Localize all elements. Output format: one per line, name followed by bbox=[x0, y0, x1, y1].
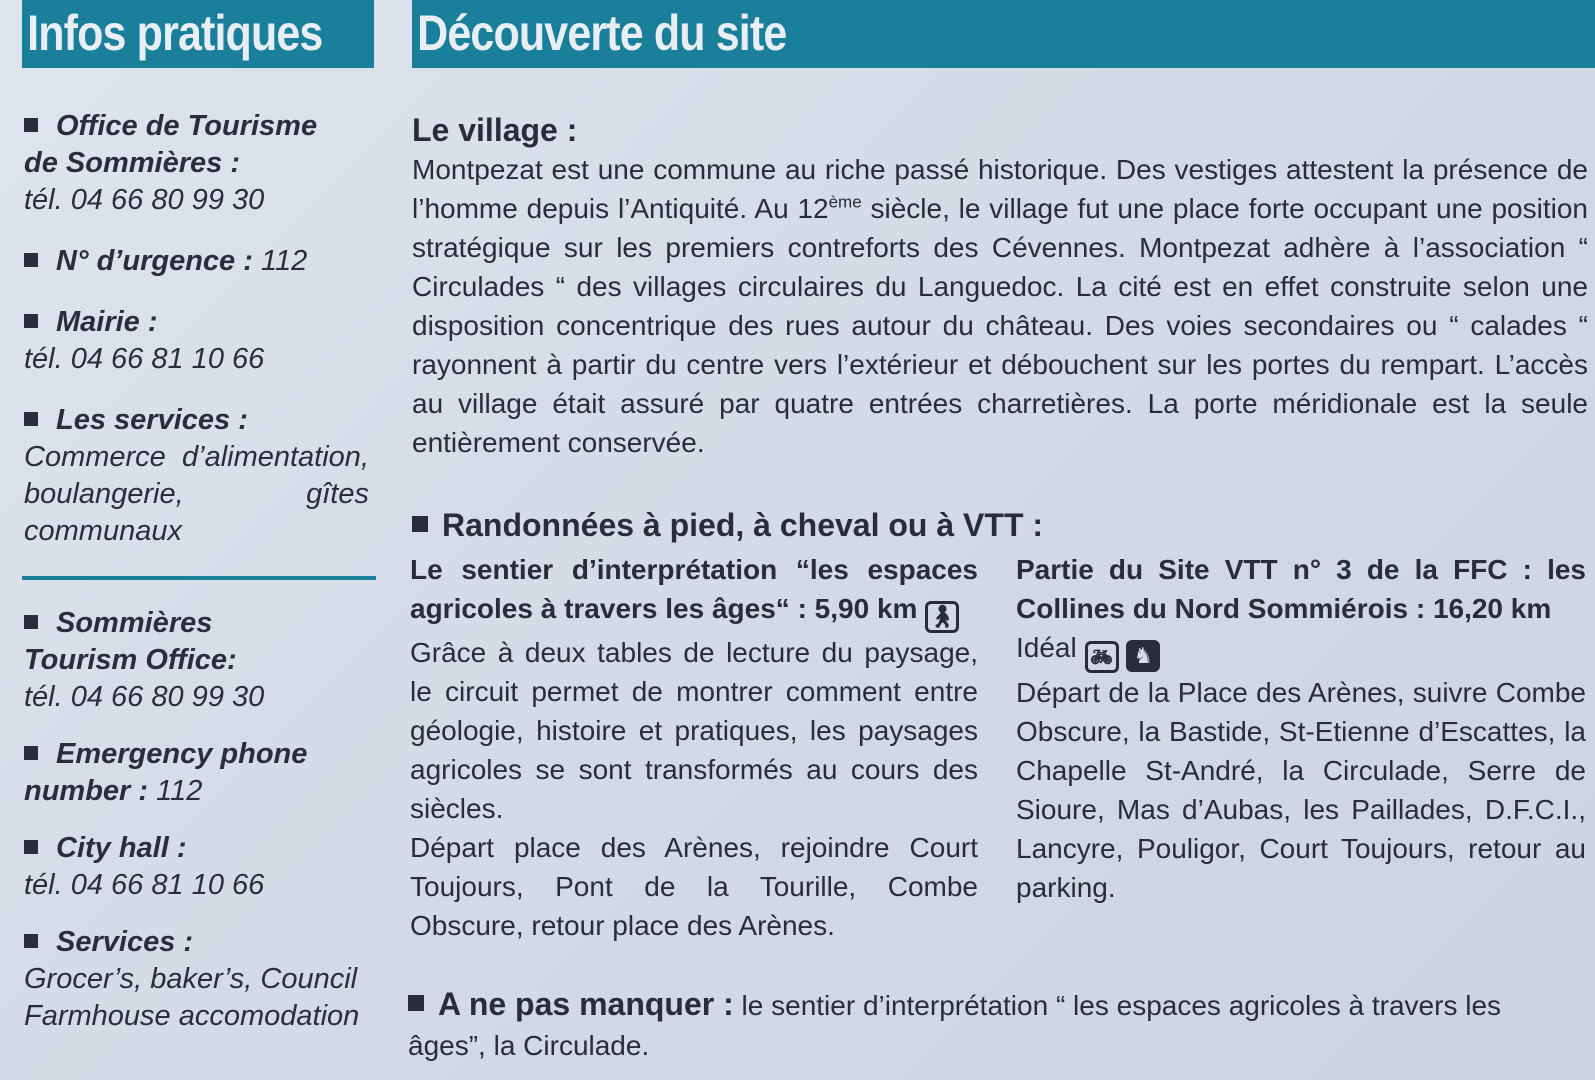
services-text: Commerce d’alimentation, boulangerie, gîtes communaux bbox=[24, 441, 369, 547]
mairie-head: Mairie : bbox=[56, 306, 158, 338]
bullet-square-icon bbox=[24, 840, 38, 854]
village-sup: ème bbox=[828, 192, 862, 212]
bullet-square-icon bbox=[24, 934, 38, 948]
bullet-square-icon bbox=[408, 995, 424, 1011]
tourism-office-phone: tél. 04 66 80 99 30 bbox=[24, 681, 265, 713]
mairie-phone: tél. 04 66 81 10 66 bbox=[24, 343, 265, 375]
banner-decouverte-du-site bbox=[412, 0, 1595, 68]
info-office-tourisme bbox=[24, 108, 376, 219]
services-en-head: Services : bbox=[56, 926, 194, 958]
office-tourisme-city: de Sommières : bbox=[24, 147, 240, 179]
bullet-square-icon bbox=[24, 615, 38, 629]
info-city-hall bbox=[24, 830, 376, 904]
sommieres-head: Sommières bbox=[56, 607, 213, 639]
sentier-p2: Départ place des Arènes, rejoindre Court Toujours, Pont de la Tourille, Combe Obscure, retour place des Arènes. bbox=[410, 832, 978, 941]
left-column-fr bbox=[24, 108, 376, 574]
bullet-square-icon bbox=[24, 746, 38, 760]
banner-infos-pratiques-text: Infos pratiques bbox=[27, 5, 323, 61]
manquer-label: A ne pas manquer : bbox=[438, 986, 734, 1022]
rando-title: Randonnées à pied, à cheval ou à VTT : bbox=[442, 507, 1044, 543]
services-head: Les services : bbox=[56, 404, 248, 436]
vtt-ideal: Idéal bbox=[1016, 632, 1077, 663]
bullet-square-icon bbox=[24, 253, 38, 267]
office-tourisme-head: Office de Tourisme bbox=[56, 110, 318, 142]
bullet-square-icon bbox=[24, 314, 38, 328]
left-column-en bbox=[24, 605, 376, 1055]
village-title: Le village : bbox=[412, 112, 578, 148]
hiker-icon: 🚶︎ bbox=[925, 601, 959, 633]
banner-decouverte-text: Découverte du site bbox=[417, 5, 787, 61]
city-hall-head: City hall : bbox=[56, 832, 187, 864]
info-emergency bbox=[24, 736, 376, 810]
vtt-ideal-row bbox=[1016, 628, 1586, 673]
rando-col-vtt bbox=[1016, 550, 1586, 907]
sentier-subtitle-text: Le sentier d’interprétation “les espaces agricoles à travers les âges“ : 5,90 km bbox=[410, 554, 978, 624]
rando-heading bbox=[412, 505, 1588, 545]
sentier-p1: Grâce à deux tables de lecture du paysage, le circuit permet de montrer comment entre géologie, histoire et pratiques, les paysages agricoles se sont transformés au cours des siècles. bbox=[410, 637, 978, 824]
sentier-subtitle bbox=[410, 550, 978, 633]
vtt-p1: Départ de la Place des Arènes, suivre Combe Obscure, la Bastide, St-Etienne d’Escattes, la Chapelle St-André, la Circulade, Serre de Sioure, Mas d’Aubas, les Paillades, D.F.C.I., Lancyre, Pouligor, Court Toujours, retour au parking. bbox=[1016, 677, 1586, 903]
info-urgence bbox=[24, 243, 376, 280]
info-mairie bbox=[24, 304, 376, 378]
bicycle-icon: 🚲︎ bbox=[1085, 641, 1119, 673]
services-en-text: Grocer’s, baker’s, Council Farmhouse accomodation bbox=[24, 963, 360, 1032]
bullet-square-icon bbox=[24, 412, 38, 426]
a-ne-pas-manquer bbox=[408, 984, 1583, 1066]
bullet-square-icon bbox=[412, 516, 428, 532]
banner-infos-pratiques bbox=[22, 0, 374, 68]
info-services bbox=[24, 402, 376, 550]
tourism-office-line: Tourism Office: bbox=[24, 644, 237, 676]
city-hall-phone: tél. 04 66 81 10 66 bbox=[24, 869, 265, 901]
rando-col-sentier bbox=[410, 550, 978, 945]
emergency-head2: number : bbox=[24, 775, 149, 807]
bullet-square-icon bbox=[24, 118, 38, 132]
column-divider bbox=[22, 576, 376, 580]
village-text bbox=[412, 150, 1588, 462]
info-services-en bbox=[24, 924, 376, 1035]
office-tourisme-phone: tél. 04 66 80 99 30 bbox=[24, 184, 265, 216]
urgence-head: N° d’urgence : bbox=[56, 245, 253, 277]
village-text-a: Montpezat est une commune au riche passé historique. Des vestiges attestent la présence de l’homme depuis l’Antiquité. Au 12 bbox=[412, 154, 1588, 224]
info-sommieres-office bbox=[24, 605, 376, 716]
horse-icon: ♞ bbox=[1126, 640, 1160, 672]
vtt-subtitle: Partie du Site VTT n° 3 de la FFC : les Collines du Nord Sommiérois : 16,20 km bbox=[1016, 554, 1586, 624]
urgence-number: 112 bbox=[252, 245, 308, 277]
village-section bbox=[412, 110, 1588, 462]
manquer-text: le sentier d’interprétation “ les espaces agricoles à travers les âges”, la Circulade. bbox=[408, 990, 1502, 1061]
emergency-number: 112 bbox=[148, 775, 203, 807]
village-text-b: siècle, le village fut une place forte occupant une position stratégique sur les premiers contreforts des Cévennes. Montpezat adhère à l’association “ Circulades “ des villages circulaires du Languedoc. La cité est en effet construite selon une disposition concentrique des rues autour du château. Des voies secondaires ou “ calades “ rayonnent à partir du centre vers l’extérieur et débouchent sur les portes du rempart. L’accès au village était assuré par quatre entrées charretières. La porte méridionale est la seule entièrement conservée. bbox=[412, 193, 1588, 458]
emergency-head: Emergency phone bbox=[56, 738, 308, 770]
